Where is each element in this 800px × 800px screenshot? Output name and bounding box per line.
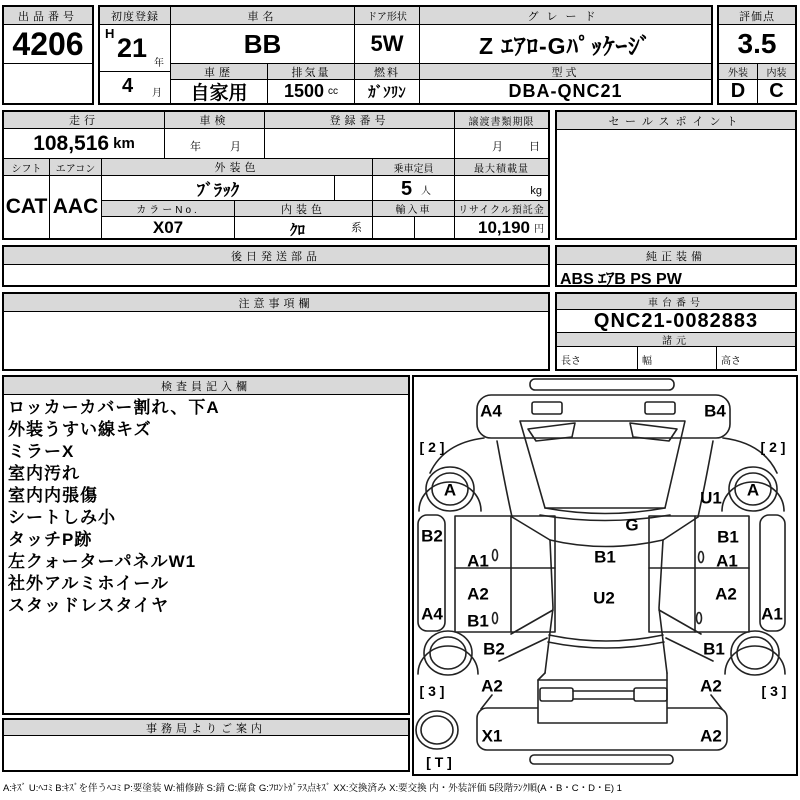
score-label: 評価点 <box>719 7 795 25</box>
mileage-unit: km <box>113 135 135 152</box>
cabin-edge-left <box>545 540 553 673</box>
first-reg-month-suffix: 月 <box>152 88 162 99</box>
car-name-value: BB <box>170 25 354 64</box>
late-parts-value <box>4 265 548 285</box>
dimension-width-label: 幅 <box>637 347 716 369</box>
legend-line: A:ｷｽﾞ U:ﾍｺﾐ B:ｷｽﾞを伴うﾍｺﾐ P:要塗装 W:補修跡 S:錆 C:腐食 G:ﾌﾛﾝﾄｶﾞﾗｽ点ｷｽﾞ XX:交換済み X:要交換 内・外装評価 5段階ﾗﾝｸ順(A・B・C・D・E) 1 <box>3 783 622 794</box>
roof-front-edge <box>550 540 663 547</box>
transfer-deadline-label: 譲渡書類期限 <box>454 112 548 129</box>
displacement-value: 1500 <box>283 81 325 101</box>
mileage-value: 108,516 <box>33 131 110 155</box>
inspector-note: シートしみ小 <box>8 508 116 527</box>
grade-label: グレード <box>419 7 711 25</box>
door-handle-right-front <box>699 552 704 563</box>
dimensions-label: 諸元 <box>557 333 795 347</box>
code-roof-center: U2 <box>593 588 615 608</box>
quarter-left-lines <box>499 610 553 661</box>
code-door-rear-left-lower: B1 <box>467 611 489 631</box>
tread-front-right: [ 2 ] <box>760 439 786 455</box>
code-left-sill: A4 <box>421 604 443 624</box>
shaken-cell <box>164 129 264 159</box>
max-load-cell <box>454 176 548 201</box>
first-reg-month-cell <box>100 72 170 103</box>
chassis-box <box>555 292 797 371</box>
tread-front-left: [ 2 ] <box>419 439 445 455</box>
hatch-edges <box>538 673 667 680</box>
inspector-label: 検査員記入欄 <box>4 377 408 395</box>
interior-grade-label: 内装 <box>757 64 795 80</box>
car-name-label: 車名 <box>170 7 354 25</box>
door-handle-right-rear <box>697 613 702 624</box>
code-right-pillar: U1 <box>700 488 722 508</box>
first-reg-label: 初度登録 <box>100 7 170 25</box>
a-pillar-right <box>663 517 698 540</box>
office-info-label: 事務局よりご案内 <box>4 720 408 736</box>
code-left-pillar-top: B2 <box>421 526 443 546</box>
code-quarter-left-lower: A2 <box>481 676 503 696</box>
transfer-month-suffix: 月 <box>492 141 503 153</box>
damage-diagram-box <box>412 375 798 776</box>
history-label: 車歴 <box>170 64 267 80</box>
shift-label: シフト <box>4 159 49 176</box>
code-door-front-left: A1 <box>467 551 489 571</box>
first-reg-year-suffix: 年 <box>154 58 164 69</box>
transfer-deadline-cell <box>454 129 548 159</box>
import-cell-2 <box>414 217 454 238</box>
inspector-note: 外装うすい線キズ <box>8 420 152 439</box>
door-handle-left-front <box>493 550 498 561</box>
max-load-label: 最大積載量 <box>454 159 548 176</box>
late-parts-label: 後日発送部品 <box>4 247 548 265</box>
cowl-line-1 <box>545 508 665 514</box>
code-quarter-left: B2 <box>483 639 505 659</box>
code-wheel-front-left: A <box>443 480 457 500</box>
vehicle-header-box <box>98 5 713 105</box>
code-wheel-front-right: A <box>746 480 760 500</box>
int-color-cell <box>234 217 372 238</box>
color-no-label: カラーNo. <box>101 201 234 217</box>
cabin-edge-right <box>659 540 667 673</box>
recycle-fee-unit: 円 <box>534 224 544 235</box>
recycle-fee-value: 10,190 <box>478 218 530 237</box>
car-damage-diagram <box>414 377 796 774</box>
ext-color-label: 外装色 <box>101 159 372 176</box>
details-box <box>2 110 550 240</box>
transfer-day-suffix: 日 <box>529 141 540 153</box>
inspector-note: ミラーX <box>8 442 75 461</box>
code-spare-tire: [ T ] <box>426 754 452 770</box>
inspector-note: タッチP跡 <box>8 530 93 549</box>
code-door-front-right: A1 <box>716 551 738 571</box>
chassis-no-label: 車台番号 <box>557 294 795 310</box>
first-reg-year-cell <box>100 25 170 72</box>
body-edge-left <box>497 441 512 517</box>
first-reg-era: H <box>105 26 115 41</box>
mileage-label: 走行 <box>4 112 164 129</box>
shaken-year-suffix: 年 <box>190 141 201 153</box>
code-door-front-right-upper: B1 <box>717 527 739 547</box>
office-info-box <box>2 718 410 772</box>
displacement-unit: cc <box>328 86 339 97</box>
tread-rear-left: [ 3 ] <box>419 683 445 699</box>
chassis-no-value: QNC21-0082883 <box>557 310 795 333</box>
code-rear-bumper-left: X1 <box>481 726 503 746</box>
door-shape-value: 5W <box>354 25 419 64</box>
code-quarter-right-lower: A2 <box>700 676 722 696</box>
headlight-left <box>532 402 562 414</box>
import-cell-1 <box>372 217 414 238</box>
int-color-suffix: 系 <box>351 222 362 234</box>
shaken-label: 車検 <box>164 112 264 129</box>
inspector-box <box>2 375 410 715</box>
notes-box <box>2 292 550 371</box>
interior-grade-value: C <box>757 80 795 103</box>
sales-point-value <box>557 130 795 238</box>
tread-rear-right: [ 3 ] <box>761 683 787 699</box>
exterior-grade-value: D <box>730 80 746 102</box>
first-reg-month: 4 <box>122 75 134 97</box>
spare-tire-rim <box>421 716 453 744</box>
inspector-note: 室内内張傷 <box>8 486 98 505</box>
oem-equipment-value: ABS ｴｱB PS PW <box>560 271 682 288</box>
inspector-notes-list <box>4 395 408 713</box>
mileage-cell <box>4 129 164 159</box>
fuel-label: 燃料 <box>354 64 419 80</box>
recycle-fee-label: リサイクル預託金 <box>454 201 548 217</box>
reg-no-label: 登録番号 <box>264 112 454 129</box>
score-box <box>717 5 797 105</box>
code-front-right: B4 <box>704 401 726 421</box>
rear-window-line-2 <box>548 642 664 648</box>
max-load-unit: kg <box>530 185 542 197</box>
score-value: 3.5 <box>719 25 795 64</box>
notes-label: 注意事項欄 <box>4 294 548 312</box>
capacity-cell <box>372 176 454 201</box>
sales-point-label: セールスポイント <box>557 112 795 130</box>
code-roof-front: B1 <box>594 547 616 567</box>
headlight-right <box>645 402 675 414</box>
oem-equipment-label: 純正装備 <box>557 247 795 265</box>
front-bumper-strip <box>530 379 674 390</box>
grade-value: Z ｴｱﾛ-Gﾊﾟｯｹｰｼﾞ <box>419 25 711 64</box>
inspector-note: 社外アルミホイール <box>8 574 169 593</box>
code-front-left: A4 <box>480 401 502 421</box>
reg-no-value <box>264 129 454 159</box>
aircon-value: AAC <box>49 176 101 238</box>
oem-equipment-box <box>555 245 797 287</box>
capacity-value: 5 <box>401 178 413 200</box>
dimension-height-label: 高さ <box>716 347 795 369</box>
code-door-rear-right: A2 <box>715 584 737 604</box>
shift-value: CAT <box>5 195 48 218</box>
code-quarter-right: B1 <box>703 639 725 659</box>
ext-color-sub-empty <box>334 176 372 201</box>
inspector-note: 左クォーターパネルW1 <box>8 552 197 571</box>
aircon-label: エアコン <box>49 159 101 176</box>
capacity-label: 乗車定員 <box>372 159 454 176</box>
code-door-rear-left: A2 <box>467 584 489 604</box>
door-handle-left-rear <box>493 613 498 624</box>
lot-number-empty <box>4 64 92 103</box>
ext-color-value: ﾌﾞﾗｯｸ <box>101 176 334 201</box>
inspector-note: ロッカーカバー割れ、下A <box>8 398 220 417</box>
wheel-rear-left-rim <box>430 637 466 669</box>
import-label: 輸入車 <box>372 201 454 217</box>
recycle-fee-cell <box>454 217 548 238</box>
first-reg-year: 21 <box>117 33 148 63</box>
code-rear-bumper-right: A2 <box>700 726 722 746</box>
front-panel <box>477 395 730 438</box>
a-pillar-left <box>512 517 550 540</box>
int-color-label: 内装色 <box>234 201 372 217</box>
displacement-cell <box>267 80 354 103</box>
model-code-label: 型式 <box>419 64 711 80</box>
office-info-value <box>4 736 408 770</box>
dimension-length-label: 長さ <box>561 356 581 367</box>
sales-point-box <box>555 110 797 240</box>
fuel-value: ｶﾞｿﾘﾝ <box>354 80 419 103</box>
rear-bumper-strip <box>530 755 673 764</box>
inspector-note: 室内汚れ <box>8 464 80 483</box>
int-color-value: ｸﾛ <box>290 222 306 239</box>
lot-number-box <box>2 5 94 105</box>
code-windshield: G <box>625 515 639 535</box>
rear-window-line-1 <box>549 635 663 641</box>
lot-number-label: 出品番号 <box>4 7 92 25</box>
shaken-month-suffix: 月 <box>230 141 241 153</box>
history-value: 自家用 <box>170 80 267 103</box>
door-shape-label: ドア形状 <box>354 7 419 25</box>
notes-value <box>4 312 548 369</box>
model-code-value: DBA-QNC21 <box>419 80 711 103</box>
displacement-label: 排気量 <box>267 64 354 80</box>
late-parts-box <box>2 245 550 287</box>
code-right-sill: A1 <box>761 604 783 624</box>
color-no-value: X07 <box>101 217 234 238</box>
capacity-unit: 人 <box>421 186 431 197</box>
wheel-rear-right-rim <box>737 637 773 669</box>
lot-number-value: 4206 <box>4 25 92 64</box>
windshield <box>520 421 685 508</box>
inspector-note: スタッドレスタイヤ <box>8 596 170 615</box>
exterior-grade-label: 外装 <box>719 64 757 80</box>
